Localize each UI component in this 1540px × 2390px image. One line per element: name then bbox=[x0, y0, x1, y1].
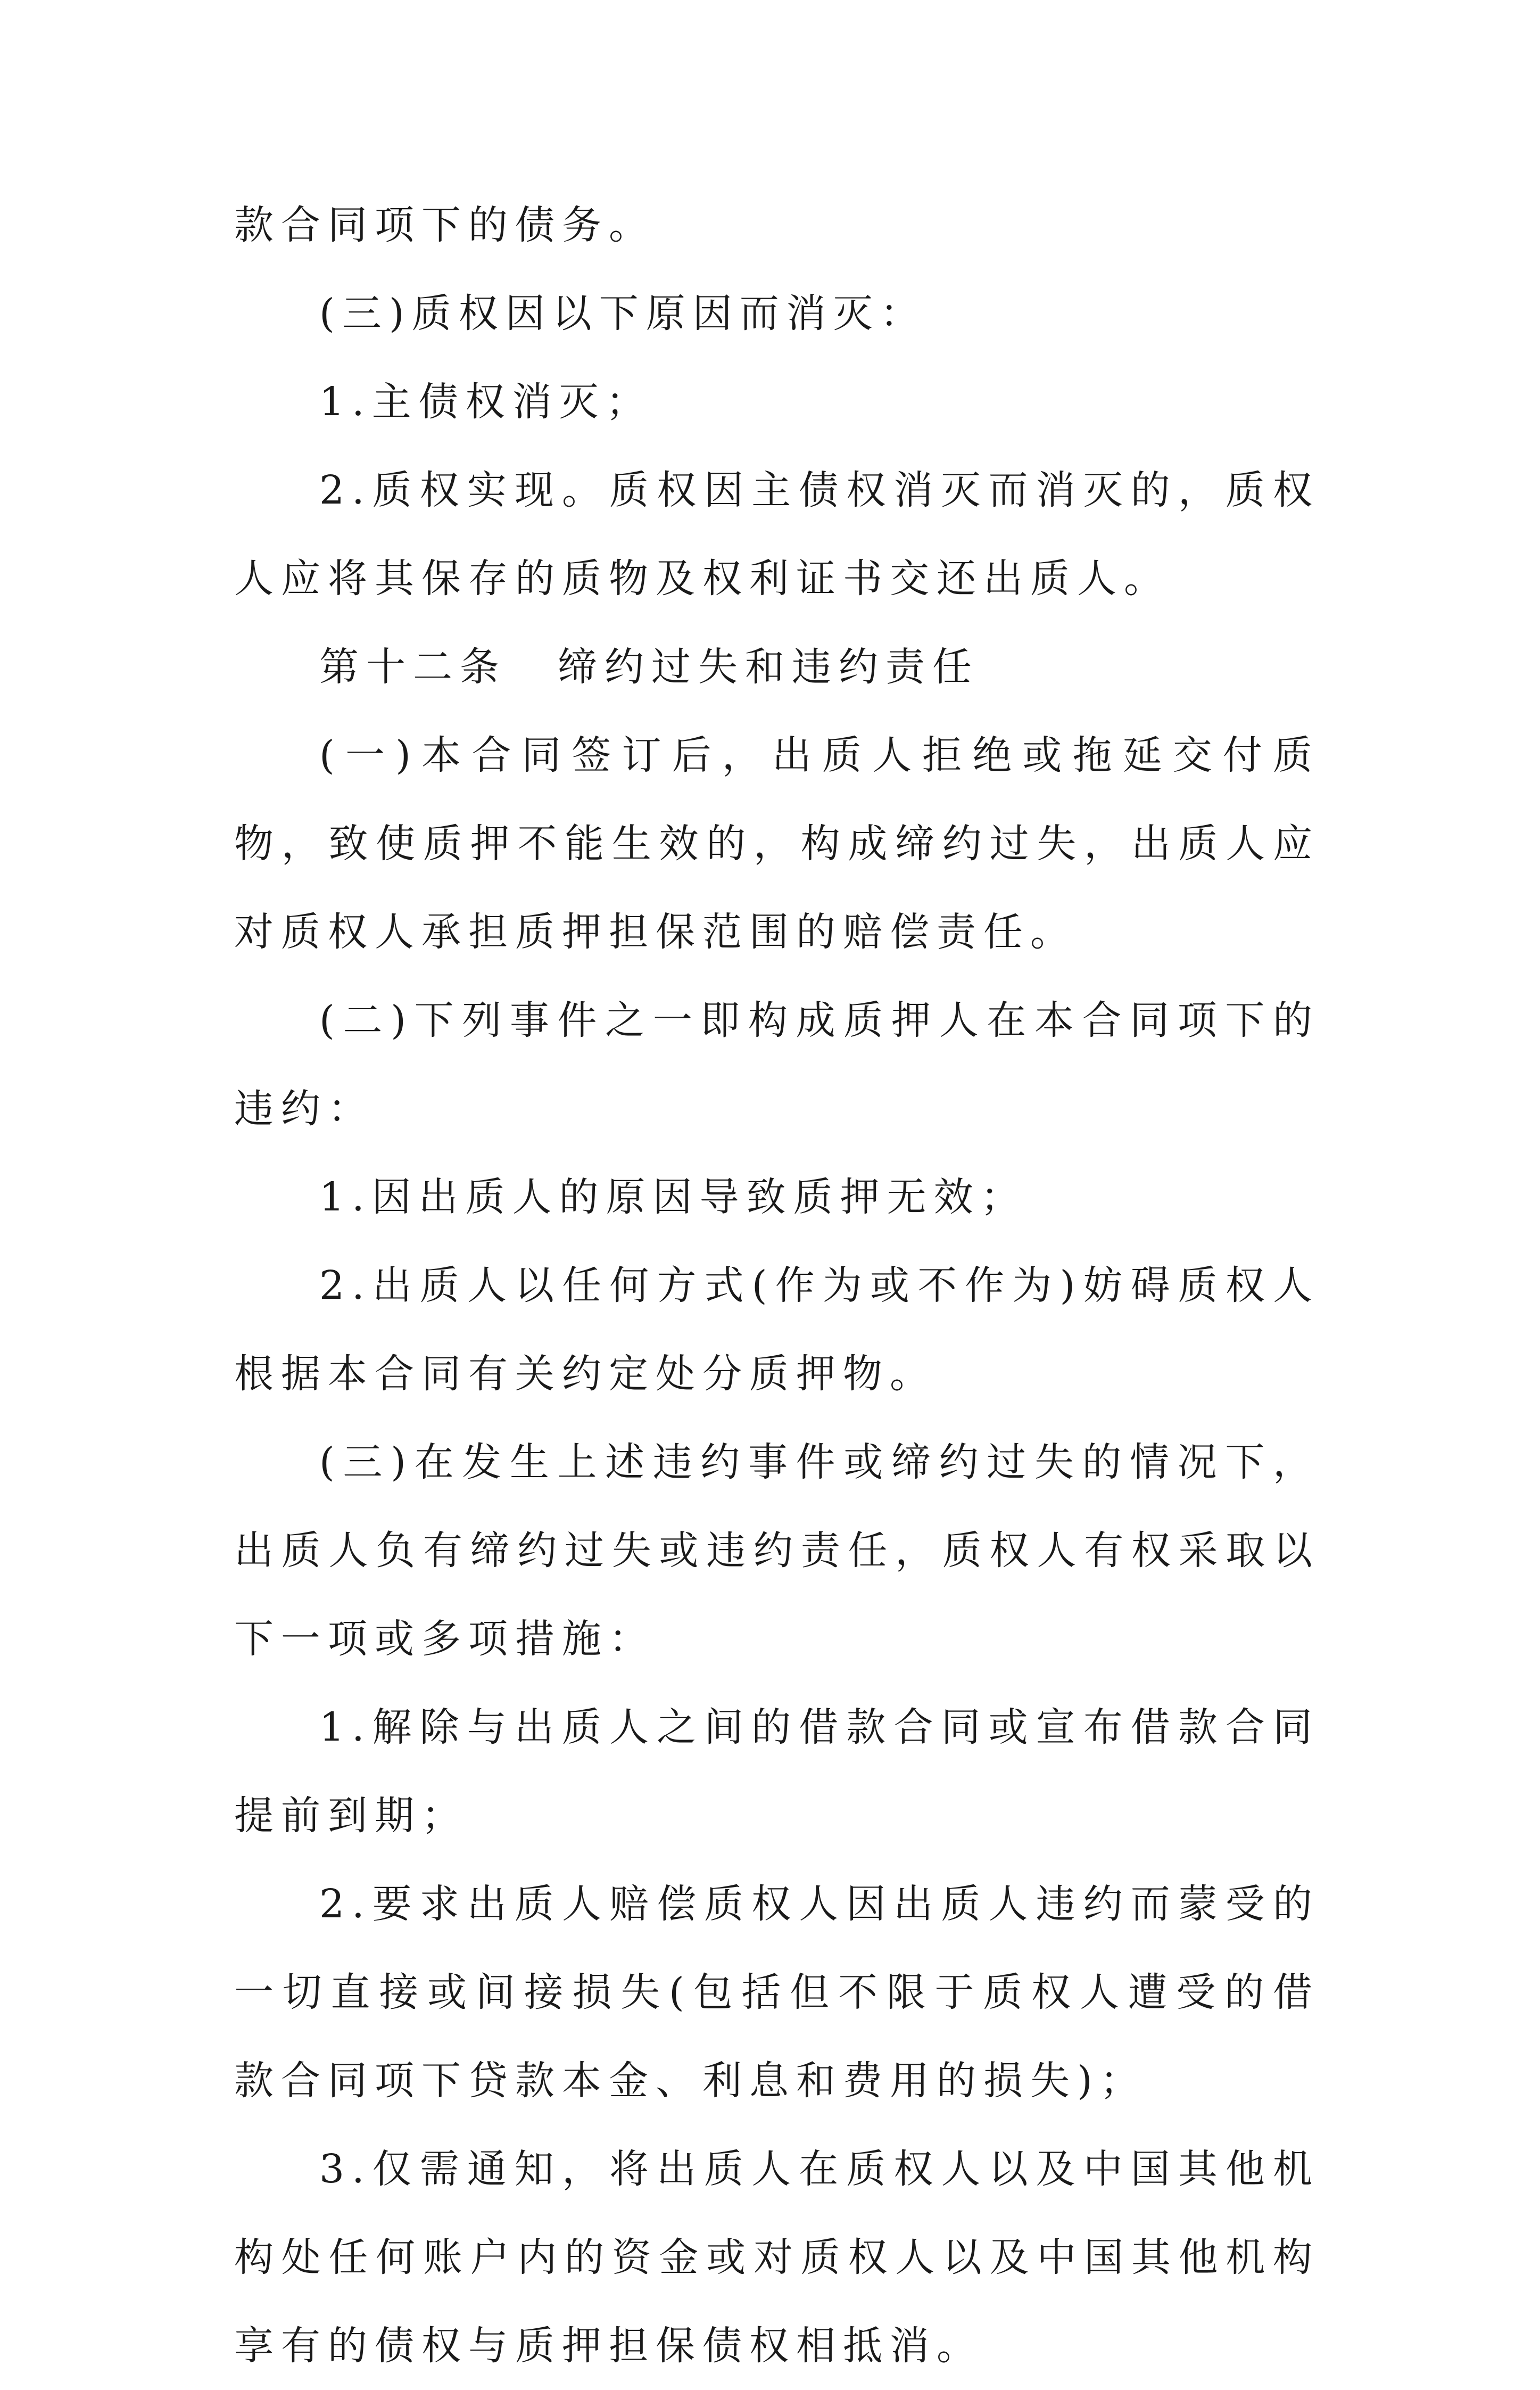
article-title: 缔约过失和违约责任 bbox=[558, 644, 979, 690]
paragraph-item-1: 1.解除与出质人之间的借款合同或宣布借款合同提前到期； bbox=[234, 1704, 1320, 1839]
paragraph-item-2: 2.要求出质人赔偿质权人因出质人违约而蒙受的一切直接或间接损失(包括但不限于质权人遭受的借款合同项下贷款本金、利息和费用的损失)； bbox=[234, 1881, 1320, 2104]
paragraph-clause-1: (一)本合同签订后，出质人拒绝或拖延交付质物，致使质押不能生效的，构成缔约过失，出质人应对质权人承担质押担保范围的赔偿责任。 bbox=[234, 732, 1320, 955]
paragraph-item-2: 2.质权实现。质权因主债权消灭而消灭的，质权人应将其保存的质物及权利证书交还出质人。 bbox=[234, 467, 1320, 601]
paragraph-item-1: 1.因出质人的原因导致质押无效； bbox=[319, 1174, 1028, 1220]
paragraph-item-1: 1.主债权消灭； bbox=[319, 379, 653, 425]
article-heading bbox=[234, 623, 1320, 711]
paragraph-item-3: 3.仅需通知，将出质人在质权人以及中国其他机构处任何账户内的资金或对质权人以及中国其他机构享有的债权与质押担保债权相抵消。 bbox=[234, 2146, 1320, 2369]
paragraph-clause-3: (三)在发生上述违约事件或缔约过失的情况下，出质人负有缔约过失或违约责任，质权人有权采取以下一项或多项措施： bbox=[234, 1439, 1320, 1662]
paragraph-clause-2: (二)下列事件之一即构成质押人在本合同项下的违约： bbox=[234, 998, 1320, 1132]
paragraph-continuation: 款合同项下的债务。 bbox=[234, 202, 656, 248]
article-number: 第十二条 bbox=[319, 644, 507, 690]
paragraph-clause-3: (三)质权因以下原因而消灭： bbox=[319, 291, 927, 336]
document-body bbox=[234, 181, 1320, 2390]
paragraph-item-2: 2.出质人以任何方式(作为或不作为)妨碍质权人根据本合同有关约定处分质押物。 bbox=[234, 1263, 1320, 1397]
